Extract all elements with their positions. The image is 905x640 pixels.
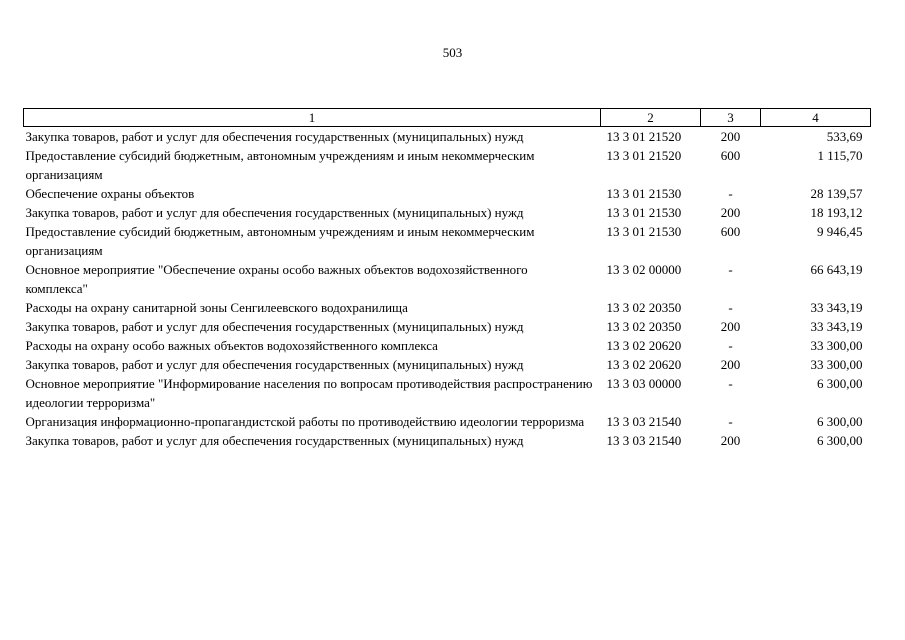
row-amount-cell: 9 946,45: [817, 224, 863, 239]
table-header-row: [24, 109, 871, 127]
row-name-cell: Закупка товаров, работ и услуг для обеспечения государственных (муниципальных) нужд: [25, 357, 524, 372]
row-code-cell: 13 3 03 00000: [606, 376, 682, 391]
row-code-cell: 13 3 01 21530: [606, 224, 682, 239]
table-row: [24, 146, 871, 184]
table-row: [24, 431, 871, 450]
table-row: [24, 260, 871, 298]
column-header-name: 1: [24, 109, 601, 127]
row-amount-cell: 66 643,19: [810, 262, 863, 277]
row-vr-cell: -: [728, 300, 733, 315]
table-body: [24, 127, 871, 451]
row-vr-cell: -: [728, 338, 733, 353]
row-vr-cell: 200: [720, 319, 741, 334]
table-row: [24, 355, 871, 374]
row-vr-cell: 200: [720, 205, 741, 220]
table-row: [24, 374, 871, 412]
table-row: [24, 317, 871, 336]
row-code-cell: 13 3 01 21520: [606, 148, 682, 163]
row-vr-cell: 200: [720, 357, 741, 372]
table-row: [24, 412, 871, 431]
row-vr-cell: 200: [720, 433, 741, 448]
row-name-cell: Организация информационно-пропагандистской работы по противодействию идеологии терроризма: [25, 414, 585, 429]
row-amount-cell: 33 343,19: [810, 300, 863, 315]
row-amount-cell: 6 300,00: [817, 433, 863, 448]
table-row: [24, 336, 871, 355]
row-amount-cell: 33 300,00: [810, 357, 863, 372]
row-amount-cell: 18 193,12: [810, 205, 863, 220]
row-code-cell: 13 3 03 21540: [606, 433, 682, 448]
column-header-code: 2: [601, 109, 701, 127]
row-name-cell: Основное мероприятие "Информирование населения по вопросам противодействия распространению идеологии терроризма": [25, 376, 593, 410]
table-row: [24, 127, 871, 147]
row-vr-cell: -: [728, 414, 733, 429]
row-code-cell: 13 3 03 21540: [606, 414, 682, 429]
table-row: [24, 184, 871, 203]
row-name-cell: Закупка товаров, работ и услуг для обеспечения государственных (муниципальных) нужд: [25, 205, 524, 220]
row-amount-cell: 533,69: [826, 129, 863, 144]
row-code-cell: 13 3 01 21530: [606, 186, 682, 201]
row-name-cell: Предоставление субсидий бюджетным, автономным учреждениям и иным некоммерческим организациям: [25, 224, 535, 258]
row-vr-cell: 200: [720, 129, 741, 144]
row-vr-cell: 600: [720, 148, 741, 163]
page-number: 503: [442, 45, 463, 60]
row-name-cell: Предоставление субсидий бюджетным, автономным учреждениям и иным некоммерческим организациям: [25, 148, 535, 182]
row-name-cell: Обеспечение охраны объектов: [25, 186, 195, 201]
row-name-cell: Закупка товаров, работ и услуг для обеспечения государственных (муниципальных) нужд: [25, 319, 524, 334]
row-name-cell: Закупка товаров, работ и услуг для обеспечения государственных (муниципальных) нужд: [25, 433, 524, 448]
row-vr-cell: -: [728, 376, 733, 391]
table-row: [24, 222, 871, 260]
table-row: [24, 298, 871, 317]
row-amount-cell: 6 300,00: [817, 376, 863, 391]
column-header-vr: 3: [701, 109, 761, 127]
row-vr-cell: -: [728, 186, 733, 201]
row-amount-cell: 28 139,57: [810, 186, 863, 201]
row-vr-cell: -: [728, 262, 733, 277]
row-code-cell: 13 3 02 00000: [606, 262, 682, 277]
row-code-cell: 13 3 02 20350: [606, 319, 682, 334]
row-code-cell: 13 3 01 21530: [606, 205, 682, 220]
row-amount-cell: 33 343,19: [810, 319, 863, 334]
row-vr-cell: 600: [720, 224, 741, 239]
row-code-cell: 13 3 01 21520: [606, 129, 682, 144]
row-code-cell: 13 3 02 20620: [606, 357, 682, 372]
row-name-cell: Закупка товаров, работ и услуг для обеспечения государственных (муниципальных) нужд: [25, 129, 524, 144]
row-name-cell: Расходы на охрану санитарной зоны Сенгилеевского водохранилища: [25, 300, 408, 315]
row-amount-cell: 6 300,00: [817, 414, 863, 429]
row-name-cell: Основное мероприятие "Обеспечение охраны особо важных объектов водохозяйственного комплекса": [25, 262, 528, 296]
row-name-cell: Расходы на охрану особо важных объектов водохозяйственного комплекса: [25, 338, 438, 353]
column-header-amount: 4: [761, 109, 871, 127]
row-code-cell: 13 3 02 20620: [606, 338, 682, 353]
row-amount-cell: 1 115,70: [817, 148, 863, 163]
table-row: [24, 203, 871, 222]
budget-table: [23, 108, 871, 450]
row-code-cell: 13 3 02 20350: [606, 300, 682, 315]
row-amount-cell: 33 300,00: [810, 338, 863, 353]
